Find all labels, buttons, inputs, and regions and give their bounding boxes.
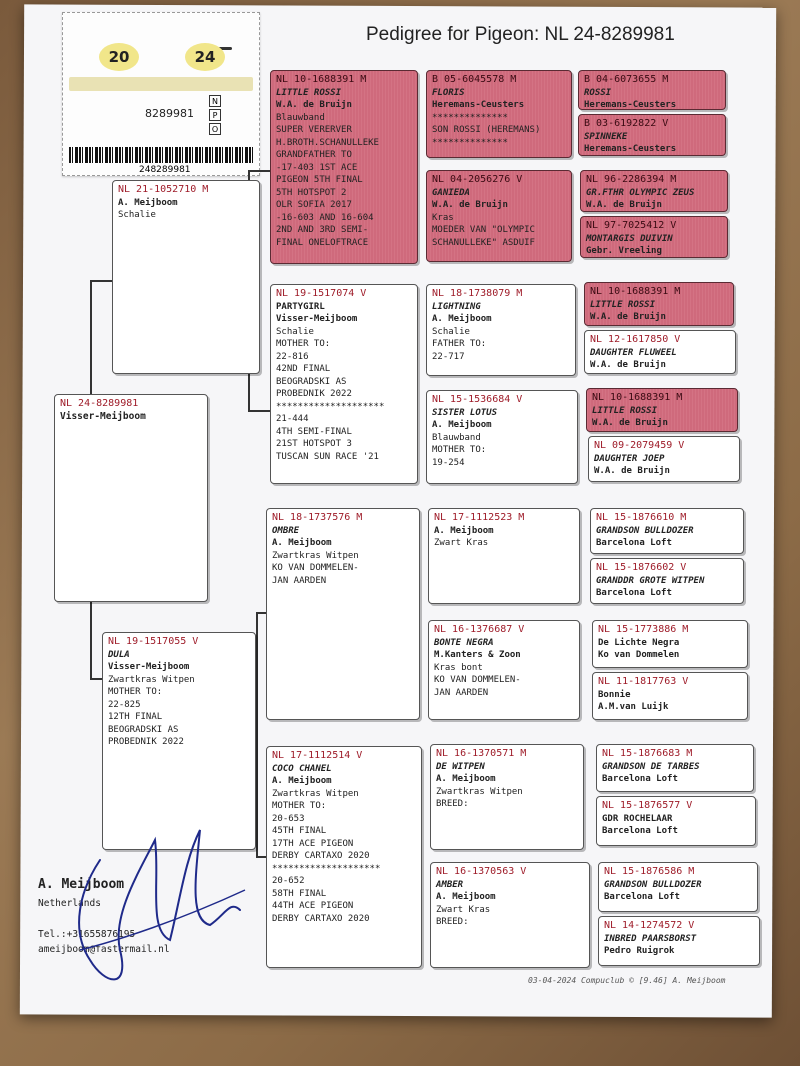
owner-name: Pedro Ruigrok (604, 946, 675, 956)
pigeon-card-dd[interactable] (266, 746, 422, 968)
pigeon-name: PARTYGIRL (276, 301, 325, 312)
owner-name: A. Meijboom (436, 892, 496, 902)
ring-number: NL 96-2286394 M (586, 174, 677, 185)
card-line: BEOGRADSKI AS (276, 376, 347, 387)
barcode-number: 248289981 (139, 165, 191, 175)
owner-name: W.A. de Bruijn (594, 466, 670, 476)
ring-number: NL 14-1274572 V (604, 920, 695, 931)
card-line: MOTHER TO: (272, 801, 327, 811)
card-line: BEOGRADSKI AS (108, 724, 179, 735)
pigeon-card-ss[interactable] (270, 70, 418, 264)
print-footer: 03-04-2024 Compuclub © [9.46] A. Meijboom (528, 976, 726, 985)
connector-dam (256, 612, 258, 858)
owner-name: Barcelona Loft (602, 826, 678, 836)
card-line: 44TH ACE PIGEON (272, 901, 354, 911)
ring-number: NL 10-1688391 M (590, 286, 681, 297)
card-line: JAN AARDEN (434, 687, 489, 698)
card-line: -17-403 1ST ACE (276, 162, 358, 173)
card-line: 4TH SEMI-FINAL (276, 426, 352, 437)
pigeon-card-dsd[interactable] (428, 620, 580, 720)
ring-number: B 03-6192822 V (584, 118, 669, 129)
sticker-letter-o: O (209, 123, 221, 135)
owner-name: W.A. de Bruijn (590, 360, 666, 370)
card-line: Schalie (276, 326, 314, 337)
pigeon-name: DE WITPEN (436, 761, 485, 772)
pigeon-name: DAUGHTER JOEP (594, 453, 665, 464)
card-line: KO VAN DOMMELEN- (272, 563, 359, 573)
ring-number: NL 04-2056276 V (432, 174, 523, 185)
ring-number: NL 15-1536684 V (432, 394, 523, 405)
card-line: TUSCAN SUN RACE '21 (276, 451, 379, 462)
owner-name: A. Meijboom (434, 525, 494, 536)
year-badge-left: 20 (99, 43, 139, 71)
pigeon-name: COCO CHANEL (272, 763, 332, 774)
pigeon-name: GANIEDA (432, 187, 470, 198)
pigeon-card-g10[interactable] (590, 558, 744, 604)
ring-number: NL 10-1688391 M (592, 392, 683, 403)
card-line: PROBEDNIK 2022 (276, 389, 352, 399)
card-line: -16-603 AND 16-604 (276, 212, 374, 223)
signature-icon (60, 820, 250, 1010)
pigeon-name: GR.FTHR OLYMPIC ZEUS (586, 187, 695, 198)
card-line: 21ST HOTSPOT 3 (276, 439, 352, 449)
card-line: SON ROSSI (HEREMANS) (432, 125, 541, 135)
owner-name: Heremans-Ceusters (432, 100, 525, 110)
owner-name: Visser-Meijboom (60, 410, 146, 422)
ring-number: NL 21-1052710 M (118, 184, 209, 195)
ring-number: NL 09-2079459 V (594, 440, 685, 451)
card-line: 42ND FINAL (276, 364, 331, 374)
pigeon-name: AMBER (436, 879, 464, 890)
card-line: DERBY CARTAXO 2020 (272, 913, 370, 924)
owner-name: Barcelona Loft (602, 774, 678, 784)
card-line: MOTHER TO: (432, 445, 487, 455)
pigeon-card-g16[interactable] (598, 916, 760, 966)
card-line: GRANDFATHER TO (276, 150, 352, 160)
sticker-ring-id: 8289981 (145, 107, 194, 120)
barcode-icon (69, 147, 253, 163)
card-line: 20-652 (272, 876, 305, 886)
ring-number: NL 19-1517055 V (108, 636, 199, 647)
pigeon-card-ddd[interactable] (430, 862, 590, 968)
card-line: 20-653 (272, 813, 305, 824)
card-line: Zwartkras Witpen (108, 674, 195, 685)
card-line: SCHANULLEKE" ASDUIF (432, 237, 535, 248)
card-line: PIGEON 5TH FINAL (276, 175, 363, 185)
ring-number: B 05-6045578 M (432, 74, 517, 85)
breeder-phone: Tel.:+31655876195 (38, 929, 136, 940)
pigeon-name: GRANDDR GROTE WITPEN (596, 575, 705, 586)
card-line: Schalie (432, 326, 470, 337)
owner-name: W.A. de Bruijn (590, 312, 666, 322)
owner-name: W.A. de Bruijn (432, 200, 508, 210)
pigeon-card-g1[interactable] (578, 70, 726, 110)
card-line: ******************** (272, 863, 381, 874)
connector-sire-sd (248, 410, 270, 412)
pigeon-name: LITTLE ROSSI (276, 87, 342, 98)
pigeon-name: LITTLE ROSSI (590, 299, 656, 310)
pigeon-name: GRANDSON BULLDOZER (596, 525, 694, 536)
ring-number: NL 16-1370563 V (436, 866, 527, 877)
pigeon-name: Bonnie (598, 689, 631, 700)
card-line: Zwart Kras (436, 904, 491, 915)
owner-name: A. Meijboom (272, 776, 332, 786)
card-line: MOEDER VAN "OLYMPIC (432, 225, 535, 235)
card-line: ******************** (276, 401, 385, 412)
pigeon-name: DAUGHTER FLUWEEL (590, 347, 677, 358)
pigeon-name: OMBRE (272, 525, 300, 536)
pigeon-card-g8[interactable] (588, 436, 740, 482)
owner-name: A. Meijboom (436, 774, 496, 784)
breeder-country: Netherlands (38, 898, 101, 909)
owner-name: Heremans-Ceusters (584, 144, 677, 154)
card-line: 21-444 (276, 414, 309, 424)
card-line: Zwartkras Witpen (436, 786, 523, 797)
pigeon-card-ds[interactable] (266, 508, 420, 720)
ring-number: NL 17-1112514 V (272, 750, 363, 761)
card-line: OLR SOFIA 2017 (276, 200, 352, 210)
ring-sticker (62, 12, 260, 176)
card-line: Zwart Kras (434, 538, 489, 548)
owner-name: Ko van Dommelen (598, 650, 680, 660)
pigeon-card-g9[interactable] (590, 508, 744, 554)
owner-name: A. Meijboom (432, 314, 492, 324)
owner-name: Visser-Meijboom (276, 314, 358, 324)
pigeon-name: MONTARGIS DUIVIN (586, 233, 673, 244)
pigeon-card-g7[interactable] (586, 388, 738, 432)
ring-number: NL 10-1688391 M (276, 74, 367, 85)
pigeon-name: BONTE NEGRA (434, 637, 494, 648)
pigeon-name: GDR ROCHELAAR (602, 813, 673, 824)
card-line: SUPER VERERVER (276, 125, 352, 135)
ring-strip (69, 77, 253, 91)
pigeon-card-sd[interactable] (270, 284, 418, 484)
card-line: FINAL ONELOFTRACE (276, 237, 369, 248)
card-line: Kras (432, 212, 454, 223)
year-badge-right: 24 (185, 43, 225, 71)
card-line: PROBEDNIK 2022 (108, 737, 184, 747)
card-line: ************** (432, 137, 508, 148)
pigeon-card-sss[interactable] (426, 70, 572, 158)
ring-number: NL 19-1517074 V (276, 288, 367, 299)
page-title: Pedigree for Pigeon: NL 24-8289981 (366, 24, 675, 45)
owner-name: A. Meijboom (432, 420, 492, 430)
pigeon-card-dam[interactable] (102, 632, 256, 850)
owner-name: A. Meijboom (118, 197, 178, 208)
card-line: 22-825 (108, 699, 141, 710)
card-line: Zwartkras Witpen (272, 550, 359, 561)
owner-name: M.Kanters & Zoon (434, 650, 521, 660)
ring-number: NL 16-1370571 M (436, 748, 527, 759)
sticker-letter-p: P (209, 109, 221, 121)
pigeon-card-g11[interactable] (592, 620, 748, 668)
pigeon-card-g6[interactable] (584, 330, 736, 374)
ring-number: NL 97-7025412 V (586, 220, 677, 231)
card-line: FATHER TO: (432, 339, 487, 349)
owner-name: Barcelona Loft (604, 892, 680, 902)
card-line: KO VAN DOMMELEN- (434, 675, 521, 685)
breeder-email: ameijboom@fastermail.nl (38, 944, 170, 955)
owner-name: A.M.van Luijk (598, 702, 669, 712)
pigeon-card-sire[interactable] (112, 180, 260, 374)
card-line: 12TH FINAL (108, 712, 163, 722)
connector-subject-dam (90, 678, 102, 680)
pigeon-name: De Lichte Negra (598, 637, 680, 648)
card-line: 45TH FINAL (272, 826, 327, 836)
card-line: 22-816 (276, 351, 309, 362)
owner-name: W.A. de Bruijn (276, 100, 352, 110)
card-line: 17TH ACE PIGEON (272, 838, 354, 849)
ring-number: NL 15-1876577 V (602, 800, 693, 811)
card-line: BREED: (436, 917, 469, 927)
ring-number: NL 15-1876683 M (602, 748, 693, 759)
card-line: Kras bont (434, 662, 483, 673)
owner-name: Barcelona Loft (596, 538, 672, 548)
pigeon-name: FLORIS (432, 87, 465, 98)
ring-number: NL 15-1876586 M (604, 866, 695, 877)
pigeon-card-subject[interactable] (54, 394, 208, 602)
ring-number: NL 18-1738079 M (432, 288, 523, 299)
pigeon-card-g15[interactable] (598, 862, 758, 912)
ring-number: NL 15-1876610 M (596, 512, 687, 523)
card-line: DERBY CARTAXO 2020 (272, 851, 370, 861)
card-line: 22-717 (432, 351, 465, 362)
pigeon-card-dds[interactable] (430, 744, 584, 850)
pigeon-name: INBRED PAARSBORST (604, 933, 697, 944)
card-line: 19-254 (432, 457, 465, 468)
pigeon-name: DULA (108, 649, 130, 660)
ring-number: NL 15-1876602 V (596, 562, 687, 573)
card-line: 58TH FINAL (272, 888, 327, 899)
ring-number: NL 16-1376687 V (434, 624, 525, 635)
pigeon-card-ssd[interactable] (426, 170, 572, 262)
card-line: Blauwband (432, 432, 481, 443)
connector-subject-sire (90, 280, 112, 282)
pigeon-card-g3[interactable] (580, 170, 728, 212)
ring-number: NL 18-1737576 M (272, 512, 363, 523)
card-line: 2ND AND 3RD SEMI- (276, 225, 369, 235)
connector-sire-ss (248, 170, 270, 172)
ring-number: B 04-6073655 M (584, 74, 669, 85)
card-line: H.BROTH.SCHANULLEKE (276, 137, 379, 148)
card-line: Blauwband (276, 112, 325, 123)
pigeon-name: GRANDSON BULLDOZER (604, 879, 702, 890)
card-line: Zwartkras Witpen (272, 788, 359, 799)
pigeon-name: SISTER LOTUS (432, 407, 498, 418)
card-line: 5TH HOTSPOT 2 (276, 187, 347, 198)
pigeon-name: GRANDSON DE TARBES (602, 761, 700, 772)
ring-number: NL 15-1773886 M (598, 624, 689, 635)
card-line: Schalie (118, 210, 156, 220)
owner-name: A. Meijboom (272, 538, 332, 548)
owner-name: Gebr. Vreeling (586, 246, 662, 256)
pigeon-name: LITTLE ROSSI (592, 405, 658, 416)
pigeon-name: ROSSI (584, 87, 612, 98)
pigeon-card-dss[interactable] (428, 508, 580, 604)
card-line: JAN AARDEN (272, 575, 327, 586)
pigeon-card-sdd[interactable] (426, 390, 578, 484)
sticker-letter-n: N (209, 95, 221, 107)
pigeon-card-g4[interactable] (580, 216, 728, 258)
card-line: ************** (432, 112, 508, 123)
card-line: MOTHER TO: (276, 339, 331, 349)
ring-number: NL 11-1817763 V (598, 676, 689, 687)
breeder-name: A. Meijboom (38, 877, 125, 892)
pigeon-name: SPINNEKE (584, 131, 628, 142)
pigeon-card-g5[interactable] (584, 282, 734, 326)
card-line: MOTHER TO: (108, 687, 163, 697)
owner-name: Heremans-Ceusters (584, 100, 677, 110)
ring-number: NL 24-8289981 (60, 398, 139, 409)
pigeon-card-g2[interactable] (578, 114, 726, 156)
pigeon-name: LIGHTNING (432, 301, 481, 312)
pigeon-card-g14[interactable] (596, 796, 756, 846)
pigeon-card-g13[interactable] (596, 744, 754, 792)
pigeon-card-sds[interactable] (426, 284, 576, 376)
owner-name: Visser-Meijboom (108, 662, 190, 672)
card-line: BREED: (436, 799, 469, 809)
owner-name: W.A. de Bruijn (592, 418, 668, 428)
ring-number: NL 12-1617850 V (590, 334, 681, 345)
ring-number: NL 17-1112523 M (434, 512, 525, 523)
owner-name: W.A. de Bruijn (586, 200, 662, 210)
owner-name: Barcelona Loft (596, 588, 672, 598)
pigeon-card-g12[interactable] (592, 672, 748, 720)
